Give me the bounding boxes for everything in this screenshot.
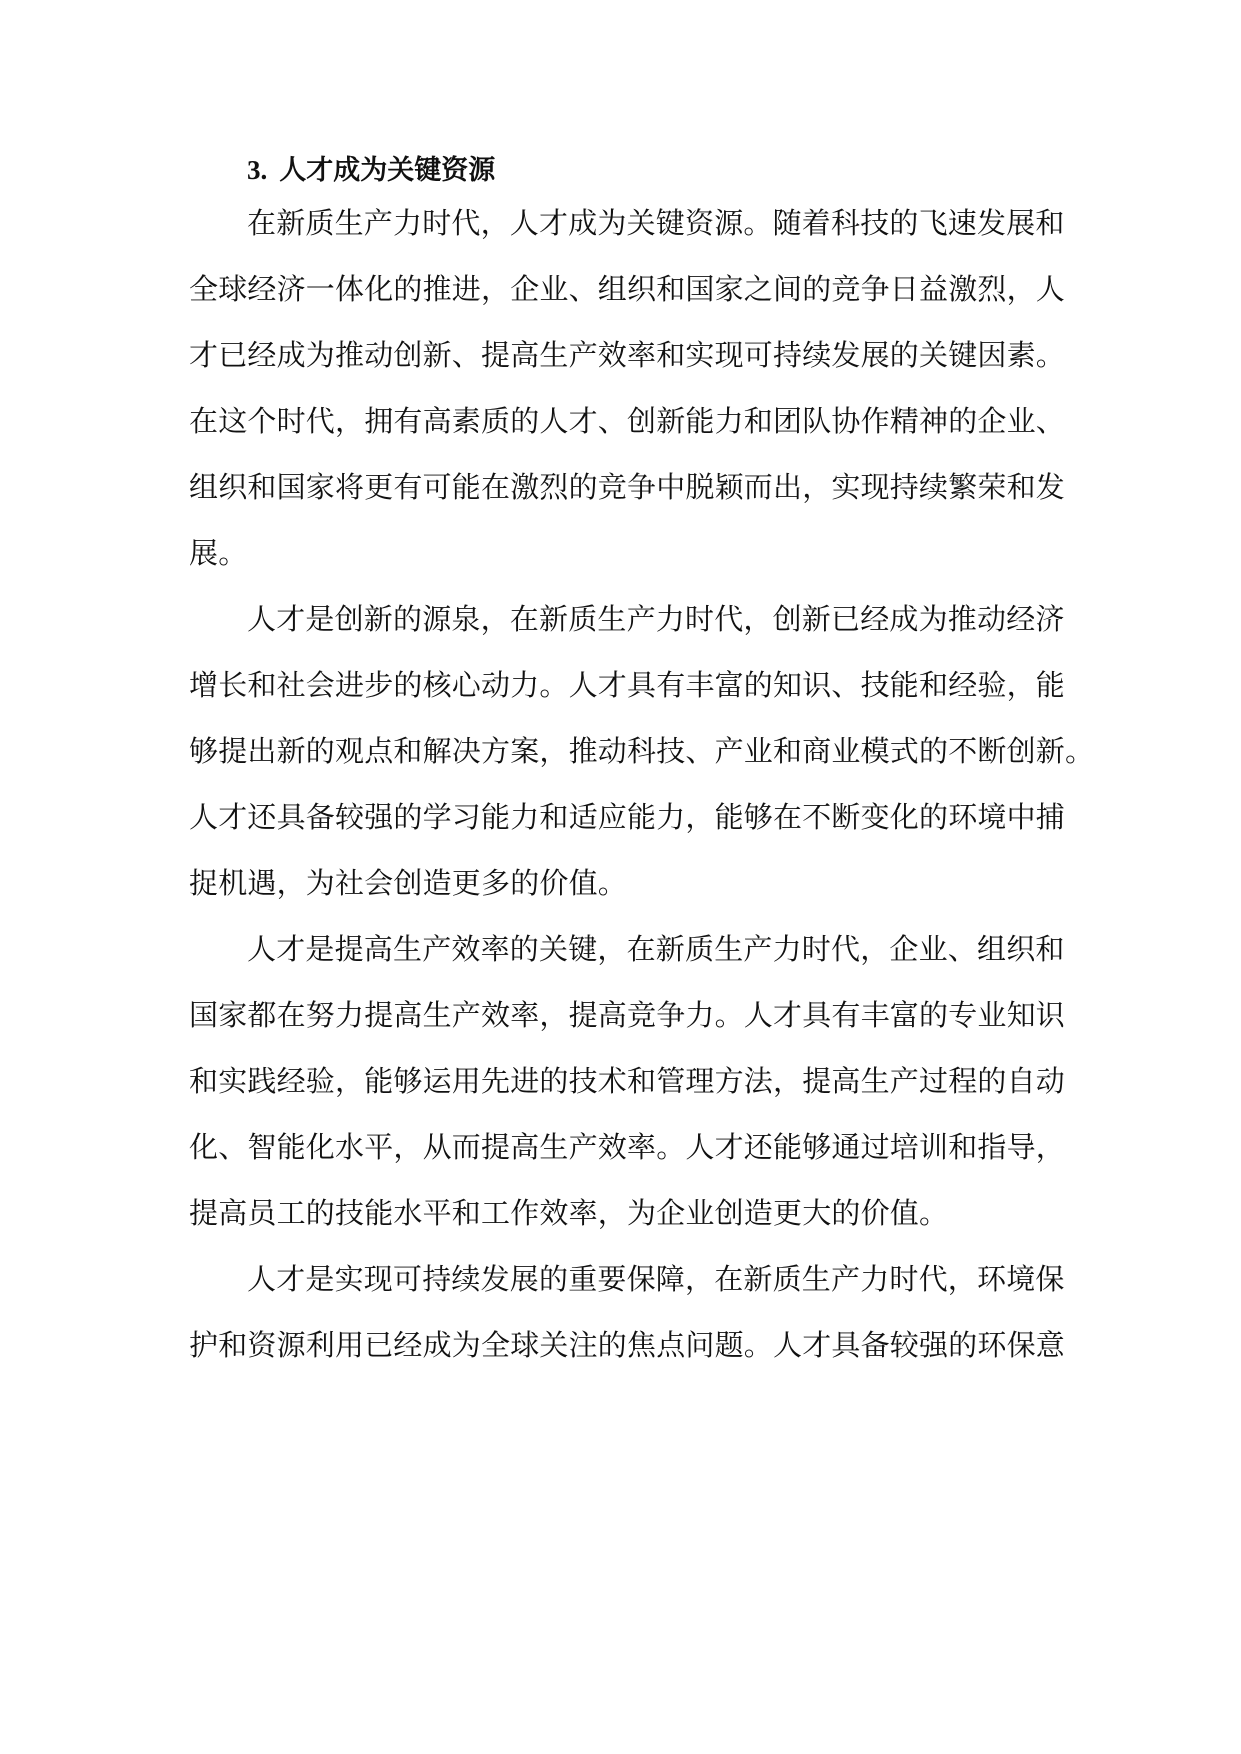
paragraph-1-line-5: 组织和国家将更有可能在激烈的竞争中脱颖而出，实现持续繁荣和发: [189, 470, 1066, 504]
paragraph-3-line-3: 和实践经验，能够运用先进的技术和管理方法，提高生产过程的自动: [189, 1064, 1066, 1098]
paragraph-3-line-2: 国家都在努力提高生产效率，提高竞争力。人才具有丰富的专业知识: [189, 998, 1066, 1032]
paragraph-4-line-2: 护和资源利用已经成为全球关注的焦点问题。人才具备较强的环保意: [189, 1328, 1066, 1362]
section-number: 3.: [247, 155, 268, 185]
paragraph-3-line-1: 人才是提高生产效率的关键，在新质生产力时代，企业、组织和: [247, 932, 1065, 966]
paragraph-3-line-4: 化、智能化水平，从而提高生产效率。人才还能够通过培训和指导，: [189, 1130, 1066, 1164]
paragraph-1-line-4: 在这个时代，拥有高素质的人才、创新能力和团队协作精神的企业、: [189, 404, 1066, 438]
section-title: 人才成为关键资源: [279, 155, 496, 186]
paragraph-2-line-1: 人才是创新的源泉，在新质生产力时代，创新已经成为推动经济: [247, 602, 1065, 636]
paragraph-2-line-4: 人才还具备较强的学习能力和适应能力，能够在不断变化的环境中捕: [189, 800, 1066, 834]
paragraph-1-line-3: 才已经成为推动创新、提高生产效率和实现可持续发展的关键因素。: [189, 338, 1066, 372]
paragraph-2-line-5: 捉机遇，为社会创造更多的价值。: [189, 866, 628, 900]
paragraph-3-line-5: 提高员工的技能水平和工作效率，为企业创造更大的价值。: [189, 1196, 949, 1230]
paragraph-1-line-1: 在新质生产力时代，人才成为关键资源。随着科技的飞速发展和: [247, 206, 1065, 240]
section-heading: [247, 150, 495, 191]
paragraph-2-line-2: 增长和社会进步的核心动力。人才具有丰富的知识、技能和经验，能: [189, 668, 1066, 702]
paragraph-1-line-2: 全球经济一体化的推进，企业、组织和国家之间的竞争日益激烈，人: [189, 272, 1066, 306]
paragraph-1-line-6: 展。: [189, 536, 248, 570]
paragraph-4-line-1: 人才是实现可持续发展的重要保障，在新质生产力时代，环境保: [247, 1262, 1065, 1296]
paragraph-2-line-3: 够提出新的观点和解决方案，推动科技、产业和商业模式的不断创新。: [189, 734, 1095, 768]
